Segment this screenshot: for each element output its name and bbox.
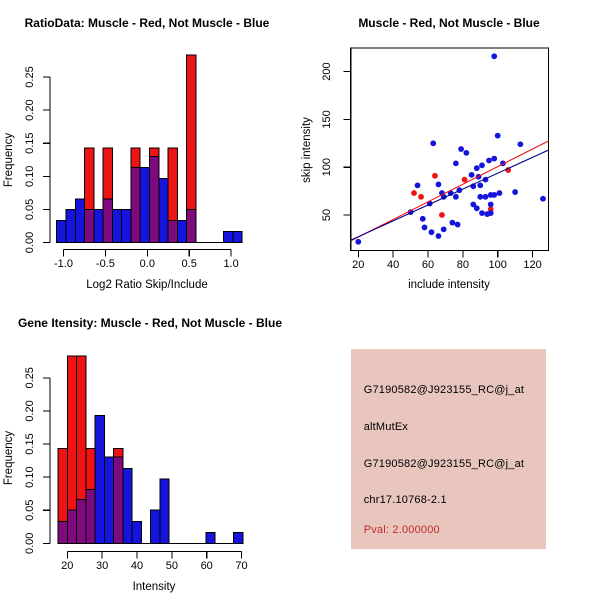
- gene-histogram-title: Gene Itensity: Muscle - Red, Not Muscle - Blue: [17, 316, 283, 330]
- intensity-scatter-title: Muscle - Red, Not Muscle - Blue: [358, 16, 540, 30]
- x-tick-label: 100: [488, 259, 507, 271]
- intensity-scatter-xlabel: include intensity: [408, 279, 490, 291]
- data-point: [469, 172, 475, 178]
- plot-box: [351, 48, 549, 251]
- info-line: Pval: 2.000000: [363, 524, 440, 536]
- x-tick-label: 60: [200, 560, 213, 572]
- bar-not-muscle: [159, 178, 168, 242]
- data-point: [486, 158, 492, 164]
- bar-not-muscle: [95, 416, 104, 544]
- data-point: [355, 239, 361, 245]
- y-tick-label: 200: [321, 62, 333, 81]
- y-tick-label: 150: [321, 110, 333, 129]
- x-tick-label: 20: [352, 259, 365, 271]
- y-tick-label: 0.20: [24, 99, 36, 121]
- data-point: [420, 216, 426, 222]
- bar-not-muscle: [233, 232, 242, 243]
- data-point: [422, 225, 428, 231]
- series-not-muscle: [355, 53, 546, 244]
- data-point: [495, 133, 501, 139]
- data-point: [474, 205, 480, 211]
- x-tick-label: 40: [387, 259, 400, 271]
- data-point: [436, 233, 442, 239]
- data-point: [418, 194, 424, 200]
- ratio-histogram-ylabel: Frequency: [3, 132, 15, 188]
- data-point: [491, 192, 497, 198]
- bar-overlap: [149, 156, 158, 242]
- data-point: [453, 194, 459, 200]
- data-point: [463, 150, 469, 156]
- bar-not-muscle: [112, 209, 121, 242]
- data-point: [436, 182, 442, 188]
- bar-overlap: [85, 209, 94, 242]
- x-tick-label: 40: [130, 560, 144, 572]
- x-tick-label: 0.0: [139, 258, 155, 270]
- bar-not-muscle: [122, 209, 131, 242]
- y-tick-label: 100: [321, 158, 333, 177]
- data-point: [479, 162, 485, 168]
- x-tick-label: -0.5: [95, 258, 115, 270]
- data-point: [477, 182, 483, 188]
- intensity-scatter-ylabel: skip intensity: [301, 117, 313, 183]
- data-point: [540, 196, 546, 202]
- gene-histogram-xlabel: Intensity: [132, 581, 176, 593]
- series-muscle: [411, 167, 511, 218]
- y-tick-label: 0.10: [24, 165, 36, 188]
- data-point: [430, 140, 436, 146]
- data-point: [439, 212, 445, 218]
- bar-overlap: [114, 457, 123, 543]
- info-line: altMutEx: [363, 421, 409, 433]
- data-point: [483, 194, 489, 200]
- bar-overlap: [103, 199, 112, 243]
- data-point: [497, 190, 503, 196]
- fit-line-navy: [351, 150, 549, 240]
- data-point: [474, 165, 480, 171]
- fit-line-red: [351, 141, 549, 241]
- x-tick-label: -1.0: [54, 258, 73, 270]
- bar-overlap: [77, 500, 86, 544]
- bar-not-muscle: [104, 457, 113, 543]
- bar-overlap: [168, 221, 177, 243]
- bar-not-muscle: [151, 510, 160, 543]
- data-point: [455, 222, 461, 228]
- bar-not-muscle: [66, 209, 75, 242]
- data-point: [491, 156, 497, 162]
- ratio-histogram-xlabel: Log2 Ratio Skip/Include: [86, 279, 208, 291]
- bar-overlap: [131, 168, 140, 243]
- ratio-histogram: [3, 16, 270, 291]
- bar-not-muscle: [224, 232, 233, 243]
- y-tick-label: 0.05: [24, 499, 36, 521]
- gene-histogram-ylabel: Frequency: [3, 430, 15, 486]
- y-tick-label: 0.05: [24, 198, 36, 221]
- info-box: [351, 349, 546, 549]
- data-point: [432, 173, 438, 179]
- x-tick-label: 60: [421, 259, 435, 271]
- data-point: [488, 210, 494, 216]
- bar-not-muscle: [140, 168, 149, 243]
- x-tick-label: 1.0: [223, 258, 239, 270]
- data-point: [462, 177, 468, 183]
- y-tick-label: 0.00: [24, 532, 36, 555]
- bar-not-muscle: [132, 521, 141, 543]
- bar-not-muscle: [123, 468, 132, 543]
- info-line: G7190582@J923155_RC@j_at: [363, 458, 525, 470]
- y-tick-label: 0.25: [24, 367, 36, 389]
- y-tick-label: 0.15: [24, 132, 36, 154]
- bar-not-muscle: [234, 532, 243, 543]
- bar-overlap: [67, 510, 76, 543]
- data-point: [458, 146, 464, 152]
- x-tick-label: 50: [165, 560, 178, 572]
- y-tick-label: 0.20: [24, 400, 36, 422]
- data-point: [488, 202, 494, 208]
- info-line: G7190582@J923155_RC@j_at: [363, 384, 525, 396]
- x-tick-label: 30: [96, 560, 109, 572]
- data-point: [512, 189, 518, 195]
- bar-not-muscle: [94, 209, 103, 242]
- data-point: [411, 190, 417, 196]
- bar-not-muscle: [57, 221, 66, 243]
- bar-overlap: [86, 490, 95, 544]
- ratio-histogram-title: RatioData: Muscle - Red, Not Muscle - Blue: [24, 16, 270, 30]
- data-point: [453, 160, 459, 166]
- y-tick-label: 50: [321, 208, 333, 222]
- x-tick-label: 70: [235, 560, 248, 572]
- data-point: [449, 220, 455, 226]
- info-line: chr17.10768-2.1: [363, 494, 447, 506]
- data-point: [479, 210, 485, 216]
- bar-not-muscle: [206, 532, 215, 543]
- data-point: [477, 194, 483, 200]
- bar-not-muscle: [75, 199, 84, 243]
- x-tick-label: 0.5: [181, 258, 197, 270]
- y-tick-label: 0.10: [24, 466, 36, 488]
- data-point: [429, 229, 435, 235]
- bar-overlap: [187, 209, 196, 242]
- gene-histogram: [3, 316, 282, 593]
- bar-not-muscle: [177, 221, 186, 243]
- y-tick-label: 0.15: [24, 433, 36, 455]
- x-tick-label: 20: [61, 560, 74, 572]
- data-point: [415, 182, 421, 188]
- y-tick-label: 0.25: [24, 66, 36, 88]
- x-tick-label: 80: [456, 259, 469, 271]
- data-point: [491, 53, 497, 59]
- data-point: [517, 141, 523, 147]
- intensity-scatter: [301, 16, 548, 291]
- bar-not-muscle: [160, 479, 169, 543]
- x-tick-label: 120: [523, 259, 542, 271]
- y-tick-label: 0.00: [24, 231, 36, 254]
- bar-overlap: [58, 521, 67, 543]
- data-point: [441, 226, 447, 232]
